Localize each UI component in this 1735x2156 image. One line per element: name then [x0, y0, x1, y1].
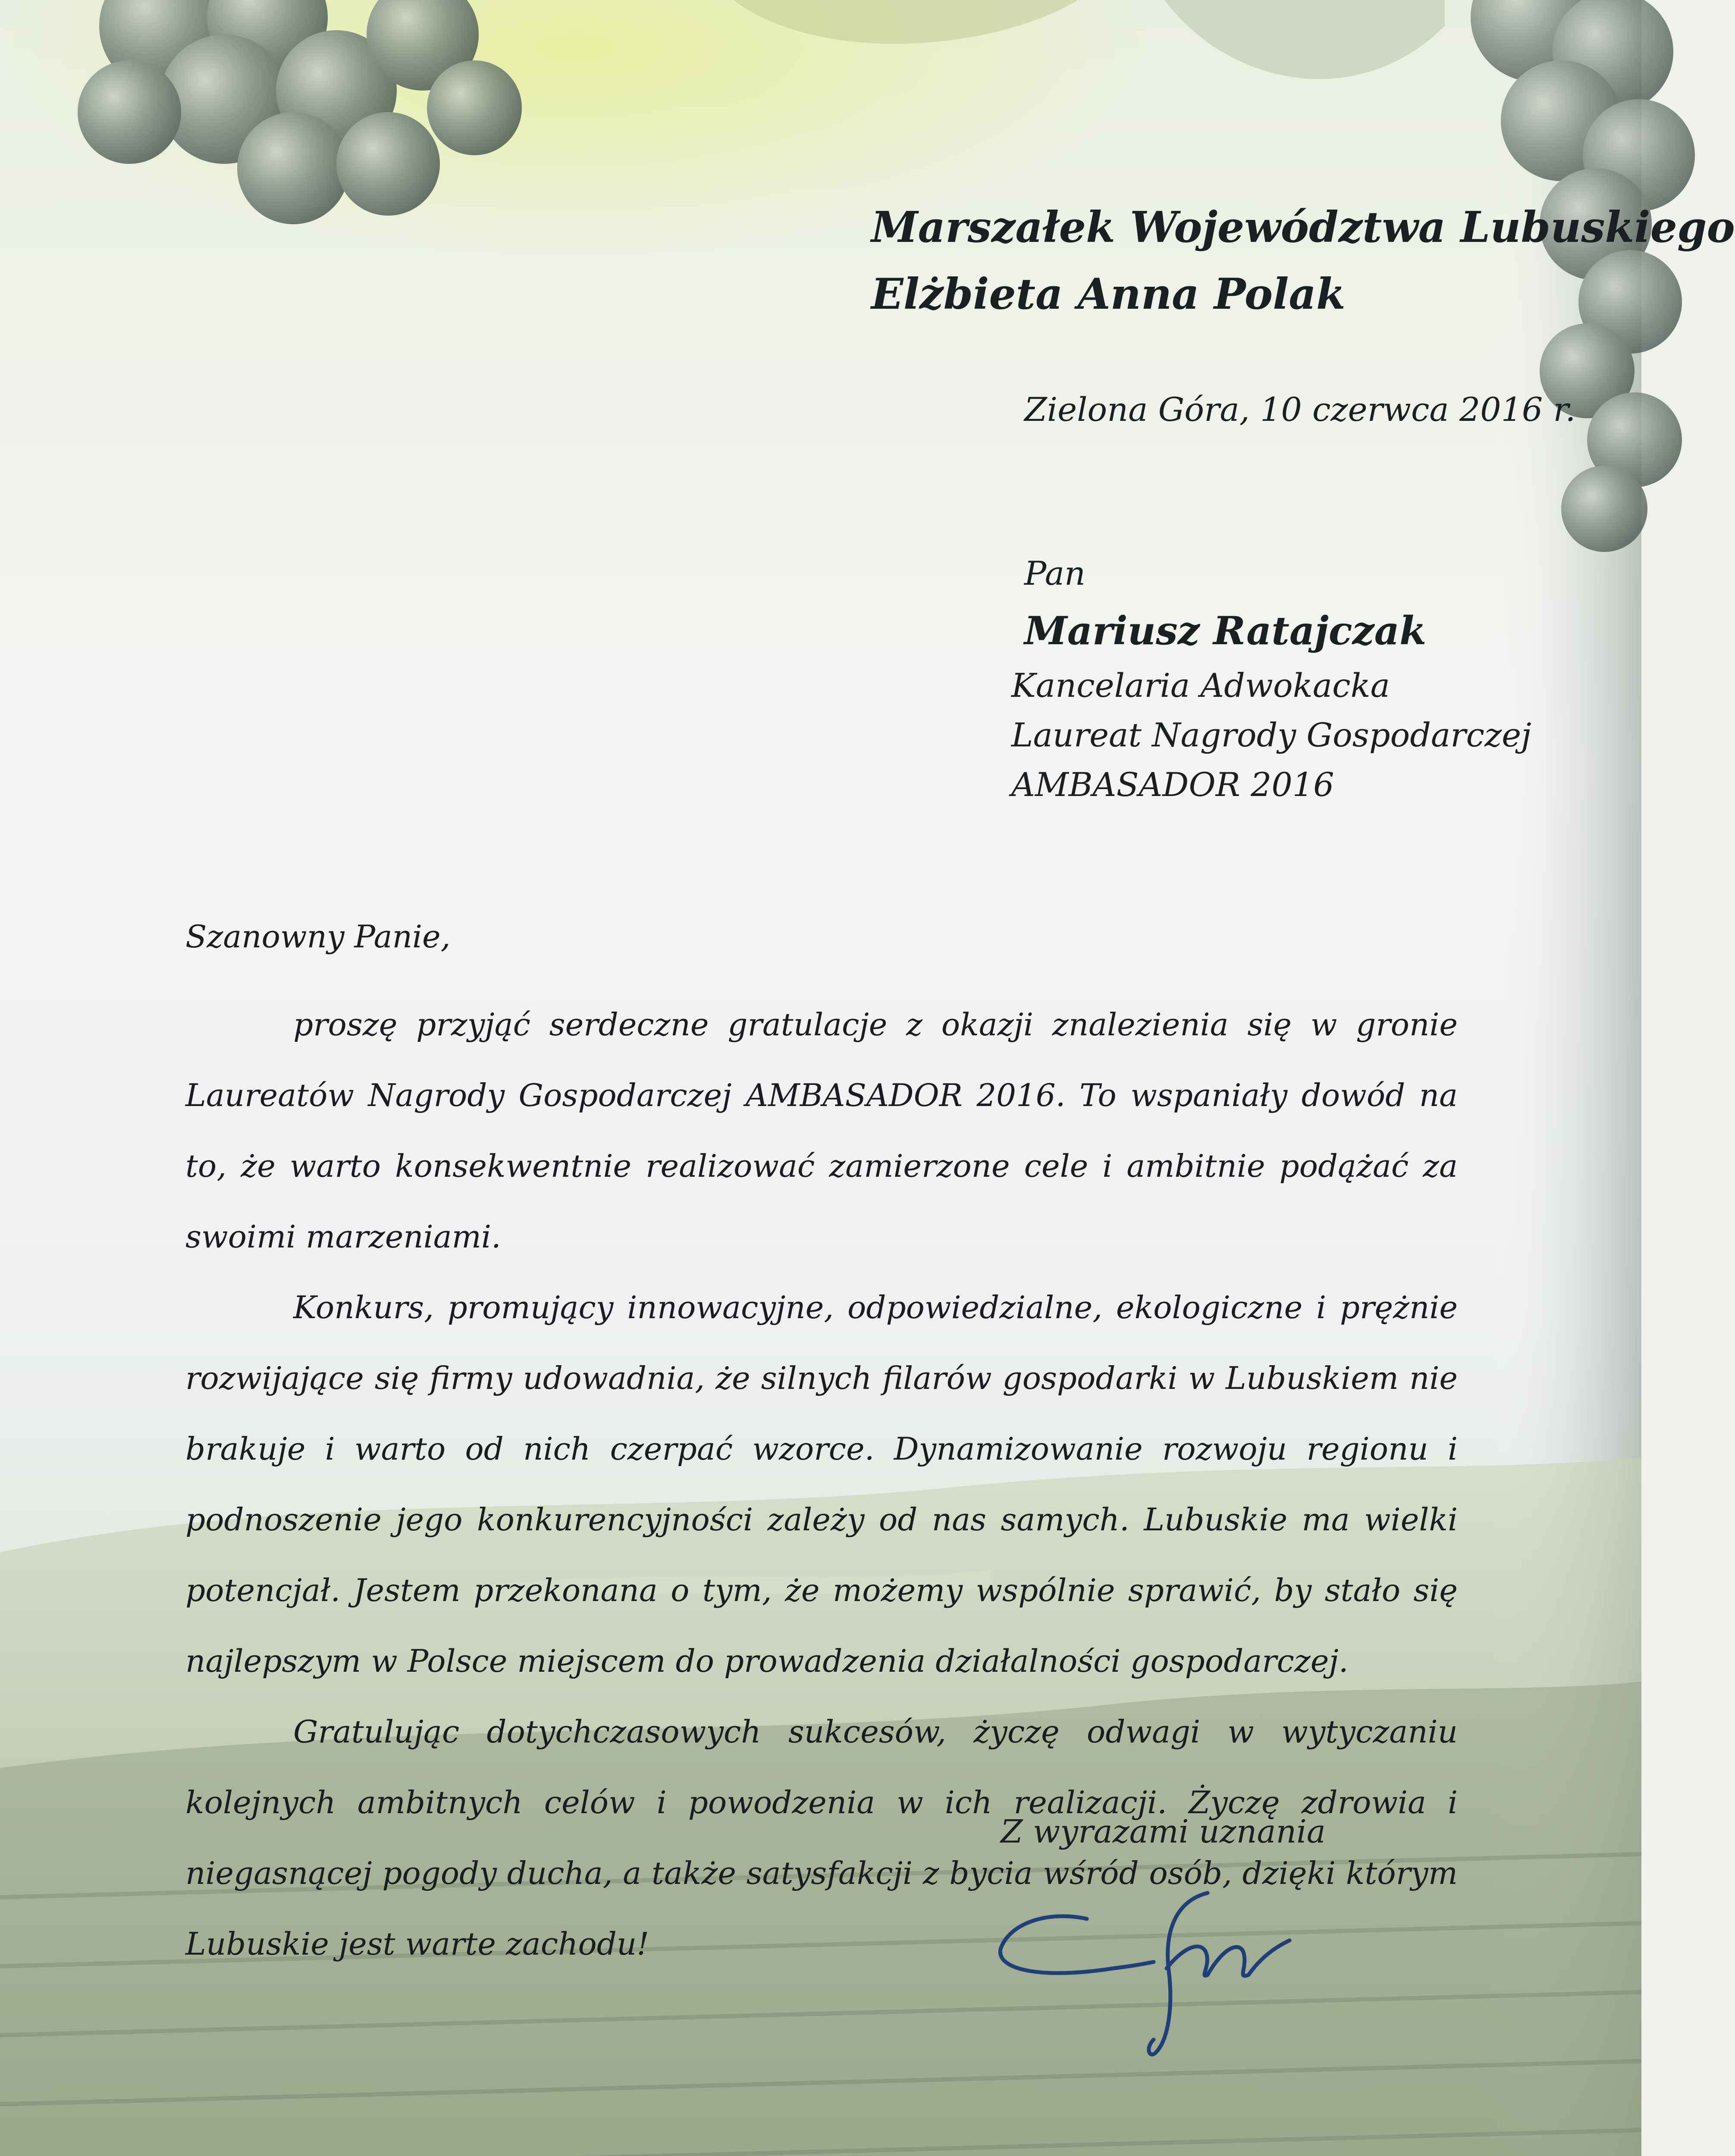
- recipient-line: Laureat Nagrody Gospodarczej: [1011, 716, 1531, 754]
- recipient-line: AMBASADOR 2016: [1011, 765, 1334, 804]
- place-date: Zielona Góra, 10 czerwca 2016 r.: [1024, 390, 1576, 429]
- paragraph: Konkurs, promujący innowacyjne, odpowiedzialne, ekologiczne i prężnie rozwijające się firmy udowadnia, że silnych filarów gospodarki w Lubuskiem nie brakuje i warto od nich czerpać wzorce. Dynamizowanie rozwoju regionu i podnoszenie jego konkurencyjności zależy od nas samych. Lubuskie ma wielki potencjał. Jestem przekonana o tym, że możemy wspólnie sprawić, by stało się najlepszym w Polsce miejscem do prowadzenia działalności gospodarczej.: [185, 1289, 1458, 1679]
- recipient-salutation: Pan: [1024, 554, 1086, 592]
- signature: [983, 1876, 1328, 2083]
- paragraph: Gratulując dotychczasowych sukcesów, życzę odwagi w wytyczaniu kolejnych ambitnych celów i powodzenia w ich realizacji. Życzę zdrowia i niegasnącej pogody ducha, a także satysfakcji z bycia wśród osób, dzięki którym Lubuskie jest warte zachodu!: [185, 1714, 1458, 1962]
- greeting: Szanowny Panie,: [185, 918, 451, 955]
- recipient-name: Mariusz Ratajczak: [1024, 608, 1427, 654]
- closing: Z wyrazami uznania: [1001, 1813, 1326, 1850]
- paragraph: proszę przyjąć serdeczne gratulacje z okazji znalezienia się w gronie Laureatów Nagrody Gospodarczej AMBASADOR 2016. To wspaniały dowód na to, że warto konsekwentnie realizować zamierzone cele i ambitnie podążać za swoimi marzeniami.: [185, 1006, 1458, 1255]
- sender-title: Marszałek Województwa Lubuskiego: [871, 203, 1735, 252]
- recipient-line: Kancelaria Adwokacka: [1011, 666, 1390, 705]
- sender-name: Elżbieta Anna Polak: [871, 270, 1346, 319]
